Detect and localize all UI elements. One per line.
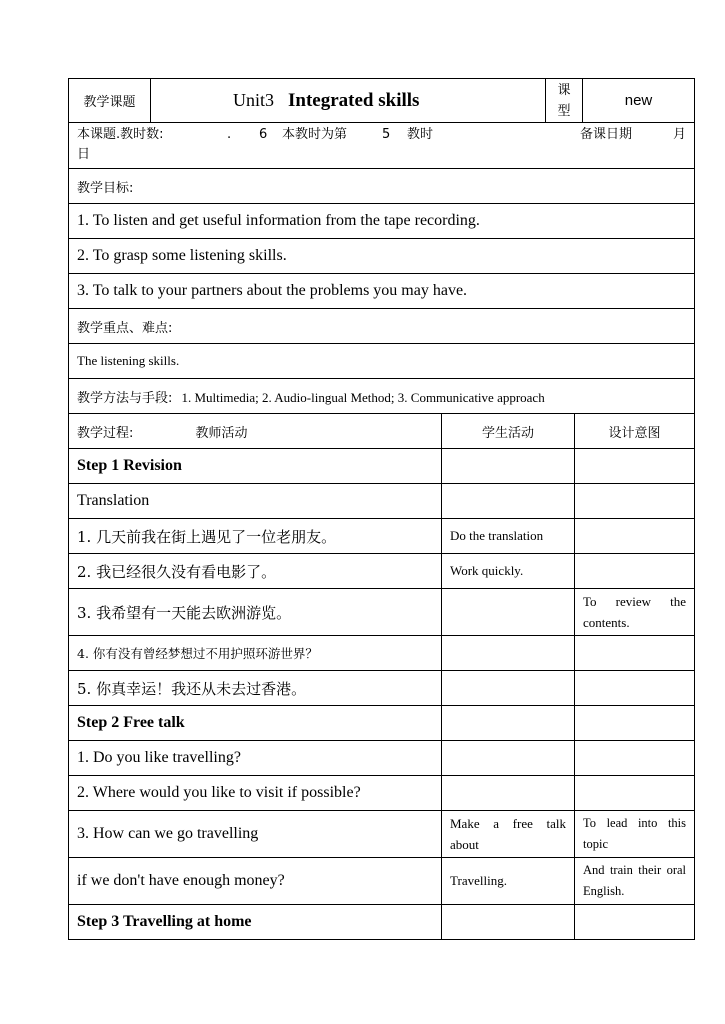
step3-design — [575, 905, 695, 940]
free-talk-question-3-student: Make a free talk about — [442, 811, 575, 858]
lesson-title-unit: Unit3 — [233, 89, 275, 110]
step1-student — [442, 449, 575, 484]
translation-student — [442, 484, 575, 519]
step3-student — [442, 905, 575, 940]
process-label: 教学过程: — [77, 425, 134, 441]
translation-item-1-student: Do the translation — [442, 519, 575, 554]
free-talk-question-2-student — [442, 776, 575, 811]
lesson-type-label — [546, 79, 583, 123]
design-intent-header: 设计意图 — [575, 414, 695, 449]
objective-2: 2. To grasp some listening skills. — [69, 239, 695, 274]
lesson-title-main: Integrated skills — [288, 89, 420, 111]
free-talk-question-3-cont-design: And train their oral English. — [575, 858, 695, 905]
step2-design — [575, 706, 695, 741]
free-talk-question-3-cont-student: Travelling. — [442, 858, 575, 905]
hours-info — [69, 123, 695, 169]
free-talk-question-3-cont: if we don't have enough money? — [69, 858, 442, 905]
total-hours: 6 — [259, 127, 268, 142]
key-points-value: The listening skills. — [69, 344, 695, 379]
free-talk-question-1-student — [442, 741, 575, 776]
lesson-plan-page — [68, 78, 694, 940]
step3-heading: Step 3 Travelling at home — [69, 905, 442, 940]
translation-item-5: 5. 你真幸运！我还从未去过香港。 — [69, 671, 442, 706]
main-table — [68, 122, 695, 940]
free-talk-question-3: 3. How can we go travelling — [69, 811, 442, 858]
translation-item-2-design — [575, 554, 695, 589]
free-talk-question-1-design — [575, 741, 695, 776]
translation-item-3: 3. 我希望有一天能去欧洲游览。 — [69, 589, 442, 636]
translation-item-4: 4. 你有没有曾经梦想过不用护照环游世界？ — [69, 636, 442, 671]
objective-3: 3. To talk to your partners about the problems you may have. — [69, 274, 695, 309]
objectives-label: 教学目标: — [69, 169, 695, 204]
translation-item-5-student — [442, 671, 575, 706]
translation-item-3-design: To review the contents. — [575, 589, 695, 636]
methods-label: 教学方法与手段: — [77, 390, 173, 406]
course-label: 教学课题 — [69, 79, 151, 123]
current-hour-suffix: 教时 — [407, 127, 434, 142]
objective-1: 1. To listen and get useful information from the tape recording. — [69, 204, 695, 239]
prep-date-month: 月 — [673, 127, 687, 142]
translation-item-1: 1. 几天前我在街上遇见了一位老朋友。 — [69, 519, 442, 554]
lesson-type-label-2: 型 — [557, 103, 571, 119]
translation-item-2: 2. 我已经很久没有看电影了。 — [69, 554, 442, 589]
translation-heading: Translation — [69, 484, 442, 519]
free-talk-question-1: 1. Do you like travelling? — [69, 741, 442, 776]
prep-date-day: 日 — [77, 147, 91, 162]
current-hour-prefix: 本教时为第 — [282, 127, 348, 142]
methods-row — [69, 379, 695, 414]
translation-item-2-student: Work quickly. — [442, 554, 575, 589]
lesson-type-label-1: 课 — [557, 82, 571, 98]
free-talk-question-2: 2. Where would you like to visit if possible? — [69, 776, 442, 811]
process-label-cell — [69, 414, 442, 449]
student-activity-header: 学生活动 — [442, 414, 575, 449]
step1-heading: Step 1 Revision — [69, 449, 442, 484]
lesson-title — [151, 79, 546, 123]
translation-item-5-design — [575, 671, 695, 706]
current-hour: 5 — [382, 127, 391, 142]
teacher-activity-header: 教师活动 — [195, 425, 248, 441]
hours-dot: . — [227, 127, 232, 142]
free-talk-question-3-design: To lead into this topic — [575, 811, 695, 858]
step2-heading: Step 2 Free talk — [69, 706, 442, 741]
translation-item-4-student — [442, 636, 575, 671]
translation-item-1-design — [575, 519, 695, 554]
key-points-label: 教学重点、难点: — [69, 309, 695, 344]
lesson-type-value: new — [583, 79, 695, 123]
hours-label: 本课题.教时数: — [77, 127, 164, 142]
step2-student — [442, 706, 575, 741]
translation-design — [575, 484, 695, 519]
translation-item-4-design — [575, 636, 695, 671]
step1-design — [575, 449, 695, 484]
prep-date-label: 备课日期 — [580, 127, 633, 142]
header-table — [68, 78, 695, 123]
translation-item-3-student — [442, 589, 575, 636]
free-talk-question-2-design — [575, 776, 695, 811]
methods-value: 1. Multimedia; 2. Audio-lingual Method; 3. Communicative approach — [181, 389, 545, 405]
